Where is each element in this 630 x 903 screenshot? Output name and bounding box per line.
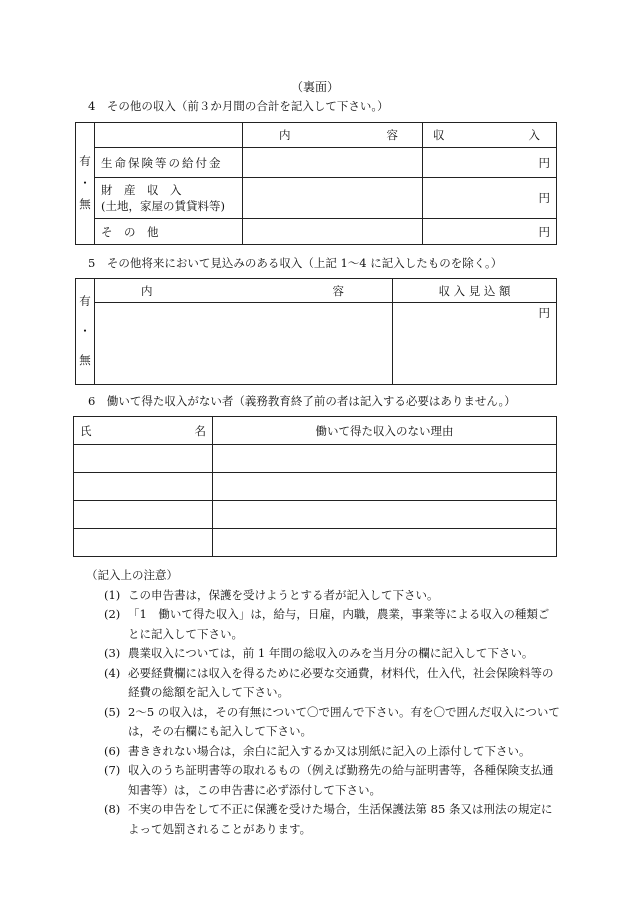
amount-cell[interactable]: 円 [423,178,557,219]
name-cell[interactable] [74,529,213,557]
notes-section [86,566,560,839]
no-mark: 無 [79,353,91,368]
amount-cell[interactable]: 円 [423,219,557,245]
expected-amount-cell[interactable]: 円 [393,303,557,385]
note-item: (6) 書ききれない場合は，余白に記入するか又は別紙に記入の上添付して下さい。 [104,743,531,758]
note-item: (8) 不実の申告をして不正に保護を受けた場合，生活保護法第 85 条又は刑法の規定によって処罰されることがあります。 [104,802,553,836]
expected-income-header: 収 入 見 込 額 [393,279,557,303]
name-cell[interactable] [74,445,213,473]
reason-cell[interactable] [213,445,557,473]
note-item: (4) 必要経費欄には収入を得るために必要な交通費，材料代，仕入代，社会保険料等の経費の総額を記入して下さい。 [104,665,554,699]
no-mark: 無 [79,197,91,212]
row-label-other: そ の 他 [95,219,243,245]
content-cell[interactable] [243,219,423,245]
reason-cell[interactable] [213,529,557,557]
section4-table [75,122,557,245]
yes-no-marker[interactable] [76,123,95,245]
name-cell[interactable] [74,473,213,501]
yes-mark: 有 [79,153,91,168]
corner-cell [95,123,243,148]
content-cell[interactable] [243,148,423,178]
row-label-property: 財 産 収 入 (土地，家屋の賃貸料等) [95,178,243,219]
amount-cell[interactable]: 円 [423,148,557,178]
notes-title: （記入上の注意） [86,568,178,582]
section4-heading: 4 その他の収入（前３か月間の合計を記入して下さい。） [88,99,389,113]
content-header: 内 容 [243,123,423,148]
note-item: (1) この申告書は，保護を受けようとする者が記入して下さい。 [104,587,439,602]
yes-mark: 有 [79,293,91,308]
page-title: （裏面） [290,80,339,94]
note-item: (2) 「1 働いて得た収入」は，給与，日雇，内職，農業，事業等による収入の種類ごとに記入して下さい。 [104,607,550,641]
reason-cell[interactable] [213,501,557,529]
content-cell[interactable] [243,178,423,219]
dot-mark: ・ [79,175,91,190]
section5-heading: 5 その他将来において見込みのある収入（上記 1～4 に記入したものを除く。） [88,256,503,270]
reason-cell[interactable] [213,473,557,501]
income-header: 収 入 [423,123,557,148]
row-label-insurance: 生命保険等の給付金 [95,148,243,178]
yes-no-marker[interactable] [76,279,95,385]
note-item: (3) 農業収入については，前 1 年間の総収入のみを当月分の欄に記入して下さい。 [104,646,534,660]
reason-header: 働いて得た収入のない理由 [213,417,557,445]
section5-table [75,278,557,385]
content-cell[interactable] [95,303,393,385]
content-header: 内 容 [95,279,393,303]
note-item: (7) 収入のうち証明書等の取れるもの（例えば勤務先の給与証明書等，各種保険支払通知書等）は，この申告書に必ず添付して下さい。 [104,763,554,797]
dot-mark: ・ [79,323,91,338]
name-cell[interactable] [74,501,213,529]
name-header: 氏 名 [74,417,213,445]
note-item: (5) 2～5 の収入は，その有無について〇で囲んで下さい。有を〇で囲んだ収入については，その右欄にも記入して下さい。 [104,704,560,738]
section6-heading: 6 働いて得た収入がない者（義務教育終了前の者は記入する必要はありません。） [88,394,516,408]
section6-table [73,416,557,557]
